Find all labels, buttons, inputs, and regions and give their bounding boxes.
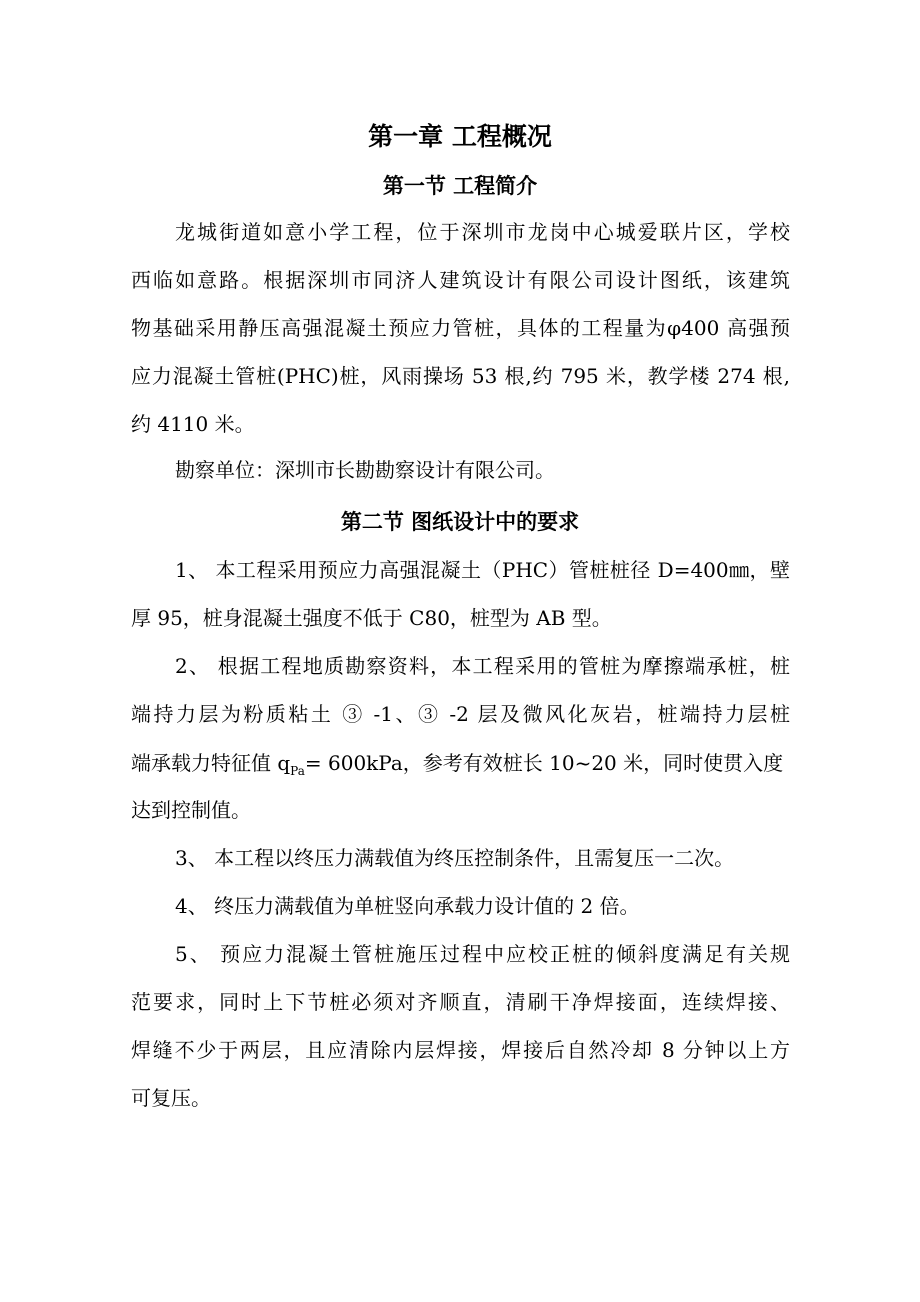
section-title: 第二节 图纸设计中的要求	[340, 509, 580, 534]
requirement-line: 厚 95，桩身混凝土强度不低于 C80，桩型为 AB 型。	[131, 606, 612, 630]
subscript: Pa	[290, 764, 305, 778]
paragraph-line: 物基础采用静压高强混凝土预应力管桩，具体的工程量为φ400 高强预	[131, 316, 790, 340]
section-title: 第一节 工程简介	[382, 173, 538, 198]
requirement-line: 焊缝不少于两层，且应清除内层焊接，焊接后自然冷却 8 分钟以上方	[131, 1038, 790, 1062]
paragraph-line: 西临如意路。根据深圳市同济人建筑设计有限公司设计图纸，该建筑	[131, 268, 790, 292]
survey-unit-line: 勘察单位：深圳市长勘勘察设计有限公司。	[175, 458, 555, 482]
requirement-line: 3、 本工程以终压力满载值为终压控制条件，且需复压一二次。	[175, 846, 735, 870]
requirement-line: 可复压。	[131, 1086, 211, 1110]
requirement-line: 端持力层为粉质粘土 ③ -1、③ -2 层及微风化灰岩，桩端持力层桩	[131, 702, 790, 726]
paragraph-line: 龙城街道如意小学工程，位于深圳市龙岗中心城爱联片区，学校	[175, 220, 790, 244]
paragraph-line: 约 4110 米。	[131, 412, 255, 436]
requirement-line: 5、 预应力混凝土管桩施压过程中应校正桩的倾斜度满足有关规	[175, 942, 790, 966]
requirement-line: 范要求，同时上下节桩必须对齐顺直，清刷干净焊接面，连续焊接、	[131, 990, 790, 1014]
paragraph-line: 应力混凝土管桩(PHC)桩，风雨操场 53 根,约 795 米，教学楼 274 根,	[131, 364, 790, 388]
text: 端承载力特征值 q	[131, 751, 291, 775]
text: = 600kPa，参考有效桩长 10~20 米，同时使贯入度	[304, 751, 784, 775]
chapter-title: 第一章 工程概况	[368, 122, 552, 151]
requirement-line: 2、 根据工程地质勘察资料，本工程采用的管桩为摩擦端承桩，桩	[175, 654, 790, 678]
requirement-line: 4、 终压力满载值为单桩竖向承载力设计值的 2 倍。	[175, 894, 640, 918]
requirement-line	[131, 749, 790, 777]
requirement-line: 达到控制值。	[131, 798, 251, 822]
requirement-line: 1、 本工程采用预应力高强混凝土（PHC）管桩桩径 D=400㎜，壁	[175, 558, 790, 582]
